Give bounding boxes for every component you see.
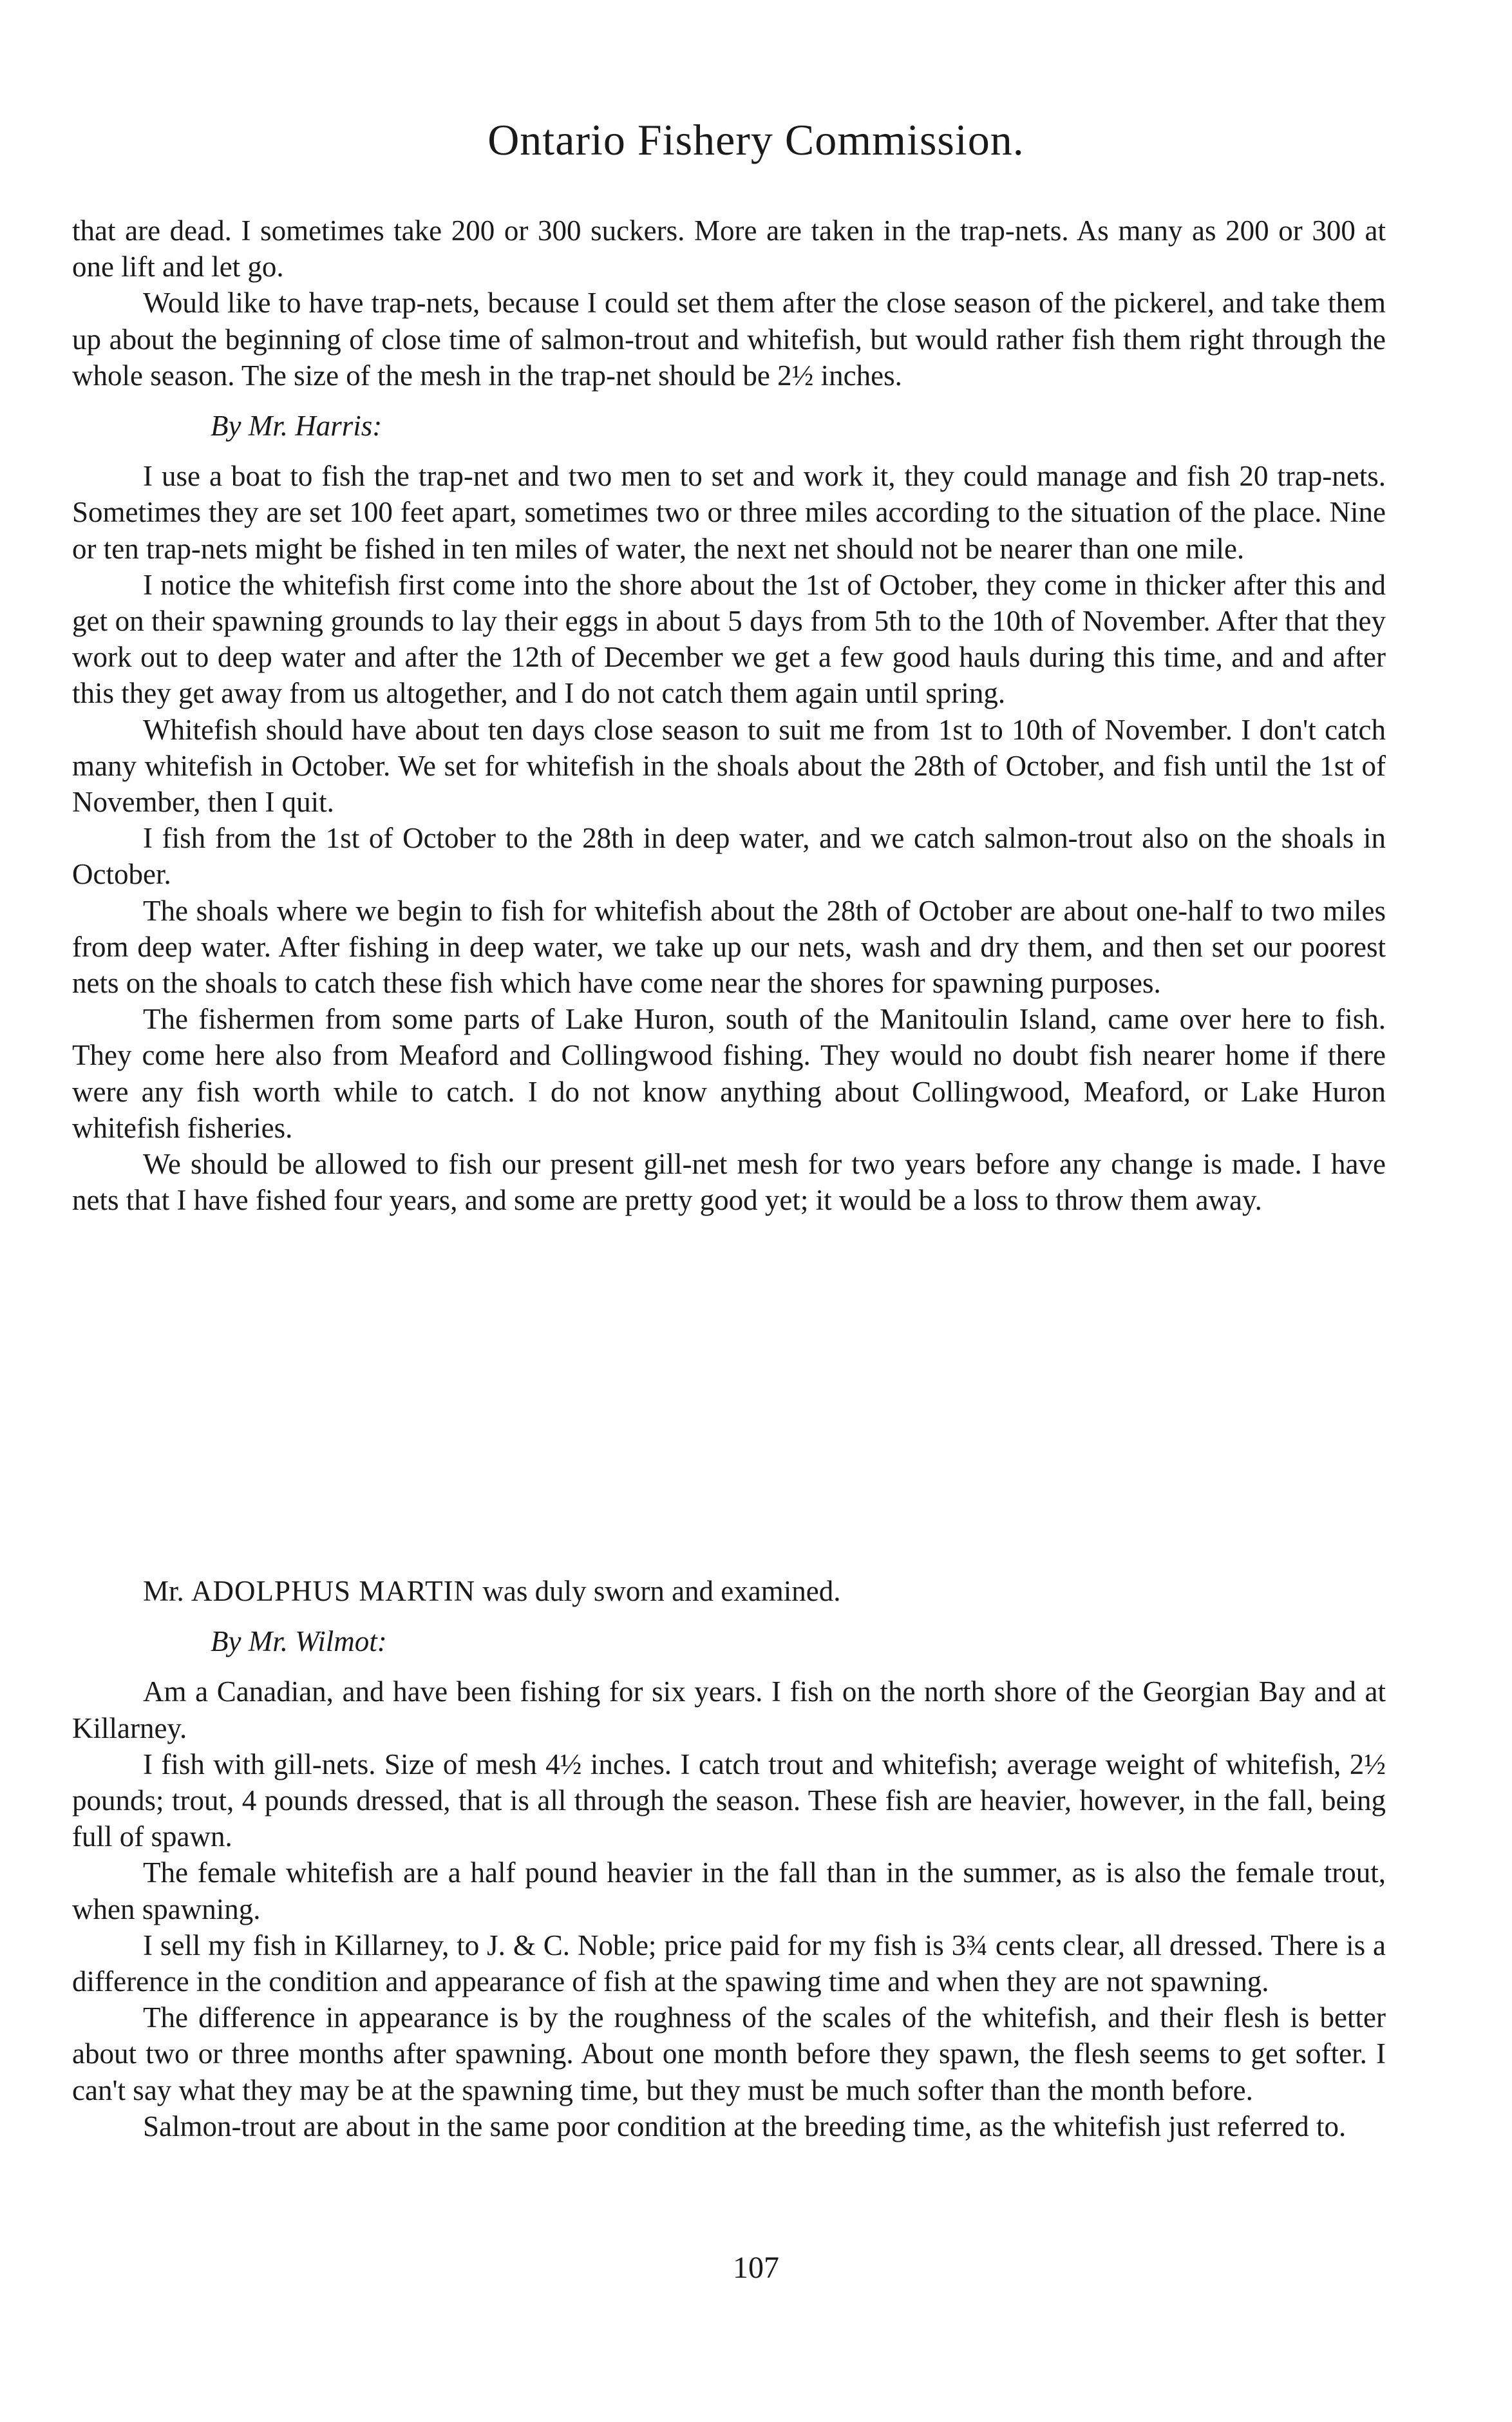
paragraph: The difference in appearance is by the roughness of the scales of the whitefish, and their flesh is better about two or three months after spawning. About one month before they spawn, the flesh seems to get softer. I can't say what they may be at the spawning time, but they must be much softer than the month before. bbox=[72, 2001, 1386, 2106]
running-head-title: Ontario Fishery Commission. bbox=[487, 115, 1025, 164]
paragraph: I notice the whitefish first come into the shore about the 1st of October, they come in thicker after this and get on their spawning grounds to lay their eggs in about 5 days from 5th to the 10th of November. After that they work out to deep water and after the 12th of December we get a few good hauls during this time, and and after this they get away from us altogether, and I do not catch them again until spring. bbox=[72, 568, 1386, 710]
paragraph: Salmon-trout are about in the same poor condition at the breeding time, as the whitefish just referred to. bbox=[143, 2110, 1347, 2142]
paragraph: We should be allowed to fish our present gill-net mesh for two years before any change is made. I have nets that I have fished four years, and some are pretty good yet; it would be a loss to throw them away. bbox=[72, 1148, 1386, 1217]
page-number: 107 bbox=[733, 2251, 779, 2285]
paragraph: The fishermen from some parts of Lake Huron, south of the Manitoulin Island, came over here to fish. They come here also from Meaford and Collingwood fishing. They would no doubt fish nearer home if there were any fish worth while to catch. I do not know anything about Collingwood, Meaford, or Lake Huron whitefish fisheries. bbox=[72, 1003, 1386, 1144]
paragraph: Am a Canadian, and have been fishing for six years. I fish on the north shore of the Georgian Bay and at Killarney. bbox=[72, 1675, 1386, 1744]
paragraph: The shoals where we begin to fish for whitefish about the 28th of October are about one-half to two miles from deep water. After fishing in deep water, we take up our nets, wash and dry them, and then set our poorest nets on the shoals to catch these fish which have come near the shores for spawning purposes. bbox=[72, 894, 1386, 1000]
witness-suffix: was duly sworn and examined. bbox=[475, 1575, 841, 1607]
paragraph: Would like to have trap-nets, because I could set them after the close season of the pickerel, and take them up about the beginning of close time of salmon-trout and whitefish, but would rather fish them right through the whole season. The size of the mesh in the trap-net should be 2½ inches. bbox=[72, 287, 1386, 392]
paragraph: I use a boat to fish the trap-net and two men to set and work it, they could manage and fish 20 trap-nets. Sometimes they are set 100 feet apart, sometimes two or three miles according to the situation of the place. Nine or ten trap-nets might be fished in ten miles of water, the next net should not be nearer than one mile. bbox=[72, 460, 1386, 565]
witness-testimony bbox=[72, 1573, 1386, 2144]
paragraph: Whitefish should have about ten days close season to suit me from 1st to 10th of November. I don't catch many whitefish in October. We set for whitefish in the shoals about the 28th of October, and fish until the 1st of November, then I quit. bbox=[72, 713, 1386, 819]
witness-heading bbox=[72, 1573, 1386, 1609]
paragraph: The female whitefish are a half pound heavier in the fall than in the summer, as is also the female trout, when spawning. bbox=[72, 1856, 1386, 1925]
paragraph: I fish from the 1st of October to the 28th in deep water, and we catch salmon-trout also on the shoals in October. bbox=[72, 822, 1386, 891]
examiner-byline: By Mr. Harris: bbox=[211, 410, 383, 443]
witness-prefix: Mr. bbox=[143, 1575, 192, 1607]
witness-name: ADOLPHUS MARTIN bbox=[191, 1575, 476, 1607]
paragraph: I sell my fish in Killarney, to J. & C. Noble; price paid for my fish is 3¾ cents clear, all dressed. There is a difference in the condition and appearance of fish at the spawing time and when they are not spawning. bbox=[72, 1929, 1386, 1998]
examiner-byline: By Mr. Wilmot: bbox=[211, 1625, 387, 1658]
paragraph: that are dead. I sometimes take 200 or 300 suckers. More are taken in the trap-nets. As many as 200 or 300 at one lift and let go. bbox=[72, 215, 1386, 283]
testimony-continuation bbox=[72, 213, 1386, 1218]
paragraph: I fish with gill-nets. Size of mesh 4½ inches. I catch trout and whitefish; average weight of whitefish, 2½ pounds; trout, 4 pounds dressed, that is all through the season. These fish are heavier, however, in the fall, being full of spawn. bbox=[72, 1748, 1386, 1853]
